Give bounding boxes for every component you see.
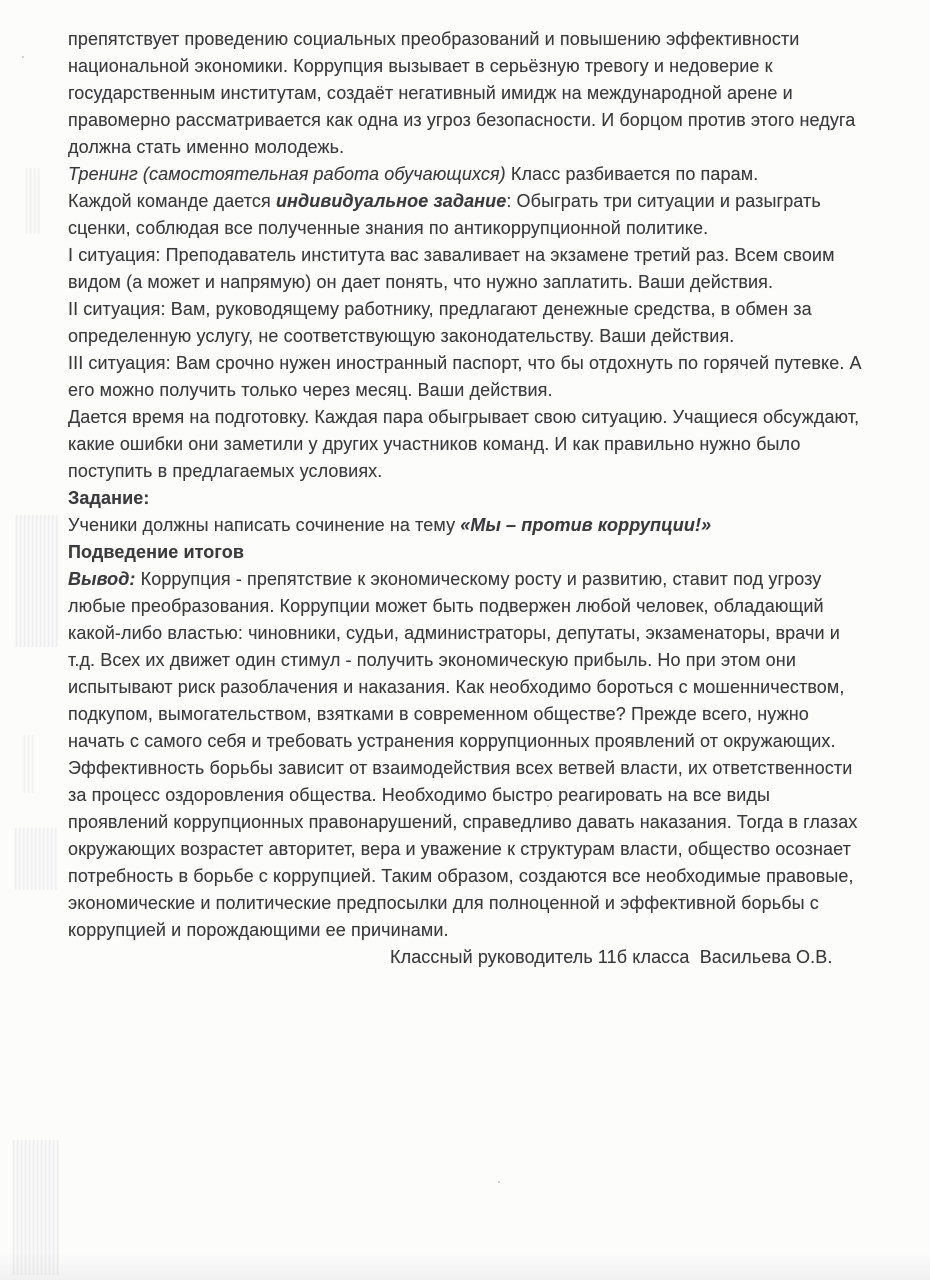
paragraph-conclusion: [68, 566, 868, 944]
scan-speck: [22, 56, 24, 58]
assignment-heading: Задание:: [68, 488, 150, 508]
team-task-post: : Обыграть три ситуации и разыграть сценки, соблюдая все полученные знания по антикоррупционной политике.: [68, 191, 821, 238]
paragraph-situation-2: II ситуация: Вам, руководящему работнику, предлагают денежные средства, в обмен за определенную услугу, не соответствующую законодательству. Ваши действия.: [68, 299, 812, 346]
scan-speck: [498, 1181, 500, 1183]
conclusion-label: Вывод:: [68, 569, 136, 589]
assignment-topic-emphasis: «Мы – против коррупции!»: [460, 515, 712, 535]
paragraph-intro: препятствует проведению социальных преобразований и повышению эффективности национальной экономики. Коррупция вызывает в серьёзную тревогу и недоверие к государственным институтам, создаёт негативный имидж на международной арене и правомерно рассматривается как одна из угроз безопасности. И борцом против этого недуга должна стать именно молодежь.: [68, 29, 856, 157]
scan-artifact: [26, 168, 40, 234]
scan-artifact: [15, 828, 59, 890]
training-title-italic: Тренинг (самостоятельная работа обучающихся): [68, 164, 506, 184]
document-body: [68, 26, 868, 971]
scan-artifact: [13, 1140, 61, 1275]
conclusion-text: Коррупция - препятствие к экономическому росту и развитию, ставит под угрозу любые преобразования. Коррупции может быть подвержен любой человек, обладающий какой-либо властью: чиновники, судьи, администраторы, депутаты, экзаменаторы, врачи и т.д. Всех их движет один стимул - получить экономическую прибыль. Но при этом они испытывают риск разоблачения и наказания. Как необходимо бороться с мошенничеством, подкупом, вымогательством, взятками в современном обществе? Прежде всего, нужно начать с самого себя и требовать устранения коррупционных проявлений от окружающих. Эффективность борьбы зависит от взаимодействия всех ветвей власти, их ответственности за процесс оздоровления общества. Необходимо быстро реагировать на все виды проявлений коррупционных правонарушений, справедливо давать наказания. Тогда в глазах окружающих возрастет авторитет, вера и уважение к структурам власти, общество осознает потребность в борьбе с коррупцией. Таким образом, создаются все необходимые правовые, экономические и политические предпосылки для полноценной и эффективной борьбы с коррупцией и порождающими ее причинами.: [68, 569, 858, 940]
paragraph-training-wrapup: Дается время на подготовку. Каждая пара обыгрывает свою ситуацию. Учащиеся обсуждают, какие ошибки они заметили у других участников команд. И как правильно нужно было поступить в предлагаемых условиях.: [68, 407, 860, 481]
paragraph-training-lead: [68, 161, 868, 188]
scan-edge-shadow: [0, 1252, 930, 1280]
scan-artifact: [16, 515, 58, 647]
paragraph-assignment: [68, 512, 868, 539]
training-lead-rest: Класс разбивается по парам.: [505, 164, 759, 184]
assignment-text: Ученики должны написать сочинение на тему: [68, 515, 461, 535]
summary-heading: Подведение итогов: [68, 542, 245, 562]
signature-line: Классный руководитель 11б класса Васильева О.В.: [390, 947, 833, 967]
paragraph-team-task: [68, 188, 868, 242]
paragraph-situation-3: III ситуация: Вам срочно нужен иностранный паспорт, что бы отдохнуть по горячей путевке. А его можно получить только через месяц. Ваши действия.: [68, 353, 862, 400]
team-task-pre: Каждой команде дается: [68, 191, 276, 211]
team-task-emphasis: индивидуальное задание: [275, 191, 507, 211]
scan-artifact: [24, 735, 34, 793]
paragraph-situation-1: I ситуация: Преподаватель института вас заваливает на экзамене третий раз. Всем своим видом (а может и напрямую) он дает понять, что нужно заплатить. Ваши действия.: [68, 245, 835, 292]
